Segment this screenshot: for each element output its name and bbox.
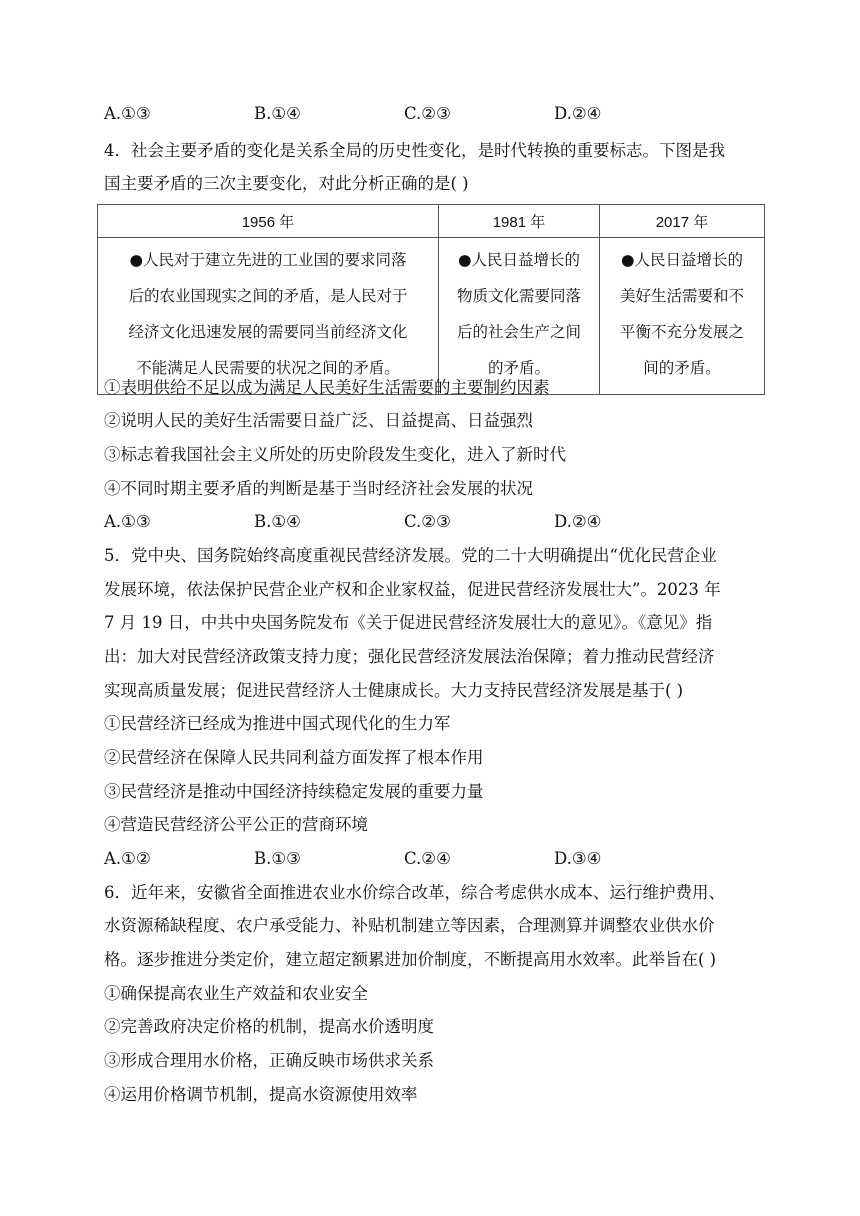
q5-options	[104, 847, 764, 871]
q4-item-2: ②说明人民的美好生活需要日益广泛、日益提高、日益强烈	[104, 411, 533, 430]
q5-option-b[interactable]: B.①③	[254, 849, 301, 868]
q5-option-a[interactable]: A.①②	[104, 849, 151, 868]
q6-item-1: ①确保提高农业生产效益和农业安全	[104, 984, 368, 1003]
q5-item-1: ①民营经济已经成为推进中国式现代化的生力军	[104, 714, 451, 733]
q5-stem-line-3: 7 月 19 日，中共中央国务院发布《关于促进民营经济发展壮大的意见》。《意见》指	[104, 613, 713, 632]
table-header-2017: 2017 年	[600, 205, 765, 238]
q4-option-c[interactable]: C.②③	[404, 512, 451, 531]
q4-item-4: ④不同时期主要矛盾的判断是基于当时经济社会发展的状况	[104, 479, 533, 498]
cell-line: 美好生活需要和不	[619, 287, 744, 305]
q6-item-4: ④运用价格调节机制，提高水资源使用效率	[104, 1085, 418, 1104]
q6-stem-line-3: 格。逐步推进分类定价，建立超定额累进加价制度，不断提高用水效率。此举旨在( )	[104, 950, 717, 969]
q6-item-3: ③形成合理用水价格，正确反映市场供求关系	[104, 1051, 434, 1070]
q6-item-2: ②完善政府决定价格的机制，提高水价透明度	[104, 1017, 434, 1036]
cell-line: ●人民日益增长的	[620, 251, 744, 269]
q5-option-c[interactable]: C.②④	[404, 849, 451, 868]
cell-line: ●人民对于建立先进的工业国的要求同落	[129, 251, 407, 269]
q3-option-a[interactable]: A.①③	[104, 104, 151, 123]
table-header-1956: 1956 年	[98, 205, 439, 238]
q3-options	[104, 102, 764, 126]
cell-line: ●人民日益增长的	[457, 251, 581, 269]
q4-option-d[interactable]: D.②④	[554, 512, 602, 531]
cell-line: 后的农业国现实之间的矛盾，是人民对于	[128, 287, 408, 305]
q4-option-a[interactable]: A.①③	[104, 512, 151, 531]
q3-option-c[interactable]: C.②③	[404, 104, 451, 123]
table-header-1981: 1981 年	[439, 205, 600, 238]
cell-line: 平衡不充分发展之	[619, 323, 744, 341]
q5-option-d[interactable]: D.③④	[554, 849, 602, 868]
q4-options	[104, 510, 764, 534]
cell-line: 物质文化需要同落	[456, 287, 581, 305]
table-cell-1956	[98, 238, 439, 395]
q5-item-4: ④营造民营经济公平公正的营商环境	[104, 815, 368, 834]
table-header-row	[98, 205, 765, 238]
q4-stem-line-2: 国主要矛盾的三次主要变化，对此分析正确的是( )	[104, 174, 469, 193]
cell-line: 不能满足人民需要的状况之间的矛盾。	[136, 359, 400, 377]
q4-item-3: ③标志着我国社会主义所处的历史阶段发生变化，进入了新时代	[104, 445, 566, 464]
table-row	[98, 238, 765, 395]
table-cell-1981	[439, 238, 600, 395]
cell-line: 后的社会生产之间	[456, 323, 581, 341]
q4-option-b[interactable]: B.①④	[254, 512, 301, 531]
q5-stem-line-5: 实现高质量发展；促进民营经济人士健康成长。大力支持民营经济发展是基于( )	[104, 681, 684, 700]
q4-item-1: ①表明供给不足以成为满足人民美好生活需要的主要制约因素	[104, 378, 550, 397]
cell-line: 的矛盾。	[487, 359, 550, 377]
q4-stem-line-1: 4．社会主要矛盾的变化是关系全局的历史性变化，是时代转换的重要标志。下图是我	[104, 141, 725, 160]
q6-stem-line-2: 水资源稀缺程度、农户承受能力、补贴机制建立等因素，合理测算并调整农业供水价	[104, 916, 715, 935]
q5-stem-line-2: 发展环境，依法保护民营企业产权和企业家权益，促进民营经济发展壮大”。2023 年	[104, 580, 721, 599]
q5-item-2: ②民营经济在保障人民共同利益方面发挥了根本作用	[104, 748, 484, 767]
q5-stem-line-4: 出：加大对民营经济政策支持力度；强化民营经济发展法治保障；着力推动民营经济	[104, 647, 715, 666]
q5-stem-line-1: 5．党中央、国务院始终高度重视民营经济发展。党的二十大明确提出“优化民营企业	[104, 546, 717, 565]
cell-line: 经济文化迅速发展的需要同当前经济文化	[128, 323, 408, 341]
q3-option-b[interactable]: B.①④	[254, 104, 301, 123]
q3-option-d[interactable]: D.②④	[554, 104, 602, 123]
q5-item-3: ③民营经济是推动中国经济持续稳定发展的重要力量	[104, 782, 484, 801]
q4-contradiction-table	[97, 204, 765, 395]
table-cell-2017	[600, 238, 765, 395]
q6-stem-line-1: 6．近年来，安徽省全面推进农业水价综合改革，综合考虑供水成本、运行维护费用、	[104, 883, 725, 902]
cell-line: 间的矛盾。	[643, 359, 721, 377]
